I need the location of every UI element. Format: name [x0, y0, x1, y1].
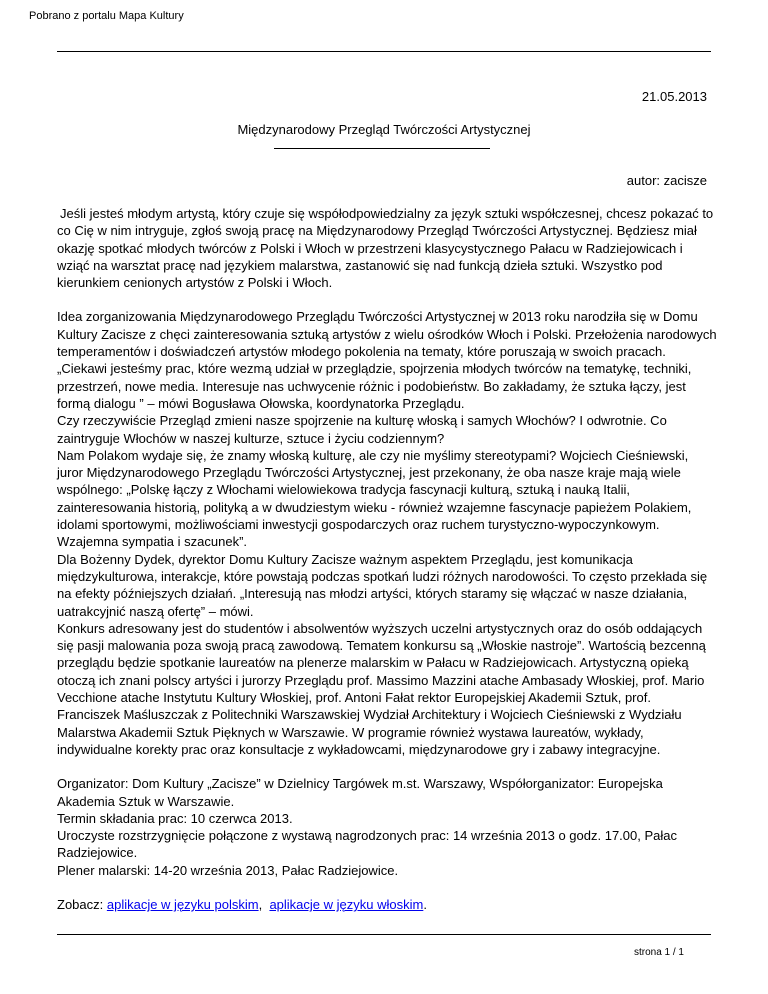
see-also-label: Zobacz:: [57, 896, 107, 912]
body-paragraph: Czy rzeczywiście Przegląd zmieni nasze spojrzenie na kulturę włoską i samych Włochów? I odwrotnie. Co zaintryguje Włochów w naszej kulturze, sztuce i życiu codziennym?: [57, 413, 667, 446]
body-paragraph: Konkurs adresowany jest do studentów i absolwentów wyższych uczelni artystycznych oraz do osób oddających się pasji malowania poza swoją pracą zawodową. Tematem konkursu są „Włoskie nastroje”. Wartością bezcenną przeglądu będzie spotkanie laureatów na plenerze malarskim w Pałacu w Radziejowicach. Artystyczną opieką otoczą ich znani polscy artyści i jurorzy Przeglądu prof. Massimo Mazzini atache Ambasady Włoskiej, prof. Mario Vecchione atache Instytutu Kultury Włoskiej, prof. Antoni Fałat rektor Europejskiej Akademii Sztuk, prof. Franciszek Maśluszczak z Politechniki Warszawskiej Wydział Architektury i Wojciech Cieśniewski z Wydziału Malarstwa Akademii Sztuk Pięknych w Warszawie. W programie również wystawa laureatów, wykłady, indywidualne korekty prac oraz konsultacje z wykładowcami, międzynarodowe gry i zabawy integracyjne.: [57, 620, 706, 757]
page-number: strona 1 / 1: [633, 947, 684, 958]
article-author: autor: zacisze: [626, 173, 707, 188]
see-also: [57, 896, 717, 913]
footer-divider: [57, 934, 711, 935]
event-details: [57, 775, 717, 879]
body-paragraph: Nam Polakom wydaje się, że znamy włoską kulturę, ale czy nie myślimy stereotypami? Wojciech Cieśniewski, juror Międzynarodowego Przeglądu Twórczości Artystycznej, jest przekonany, że oba nasze kraje mają wiele wspólnego: „Polskę łączy z Włochami wielowiekowa tradycja fascynacji kulturą, sztuką i nauką Italii, zainteresowania historią, polityką a w dwudziestym wieku - również wzajemne fascynacje papieżem Polakiem, idolami sportowymi, możliwościami inwestycji gospodarczych oraz ruchem turystyczno-wypoczynkowym. Wzajemna sympatia i szacunek”.: [57, 447, 692, 550]
header-divider: [57, 51, 711, 52]
body-paragraph: Idea zorganizowania Międzynarodowego Przeglądu Twórczości Artystycznej w 2013 roku narodziła się w Domu Kultury Zacisze z chęci zainteresowania sztuką artystów z wielu ośrodków Włoch i Polski. Przełożenia narodowych temperamentów i doświadczeń artystów młodego pokolenia na tematy, które poruszają w swoich pracach.: [57, 309, 717, 360]
deadline-info: Termin składania prac: 10 czerwca 2013.: [57, 810, 293, 826]
body-paragraph: Dla Bożenny Dydek, dyrektor Domu Kultury Zacisze ważnym aspektem Przeglądu, jest komunikacja międzykulturowa, interakcje, które powstają podczas spotkań ludzi różnych narodowości. To często przekłada się na efekty późniejszych działań. „Interesują nas młodzi artyści, których staramy się włączać w nasze działania, uatrakcyjnić naszą ofertę” – mówi.: [57, 551, 708, 619]
link-application-italian[interactable]: aplikacje w języku włoskim: [269, 896, 424, 912]
article-content: [57, 205, 717, 913]
link-application-polish[interactable]: aplikacje w języku polskim: [106, 896, 259, 912]
links-separator: ,: [258, 896, 270, 912]
title-underline: [274, 148, 490, 149]
organizer-info: Organizator: Dom Kultury „Zacisze” w Dzielnicy Targówek m.st. Warszawy, Współorganizator: Europejska Akademia Sztuk w Warszawie.: [57, 776, 663, 809]
publish-date: 21.05.2013: [641, 89, 707, 104]
article-title: Międzynarodowy Przegląd Twórczości Artystycznej: [237, 122, 531, 137]
plein-air-info: Plener malarski: 14-20 września 2013, Pałac Radziejowice.: [57, 862, 399, 878]
intro-paragraph: Jeśli jesteś młodym artystą, który czuje się współodpowiedzialny za język sztuki współczesnej, chcesz pokazać to co Cię w nim intryguje, zgłoś swoją pracę na Międzynarodowy Przegląd Twórczości Artystycznej. Będziesz miał okazję spotkać młodych twórców z Polski i Włoch w przestrzeni klasycystycznego Pałacu w Radziejowicach i wziąć na warsztat pracę nad językiem malarstwa, zastanowić się nad funkcją dzieła sztuki. Wszystko pod kierunkiem cenionych artystów z Polski i Włoch.: [57, 206, 714, 291]
page-source-header: Pobrano z portalu Mapa Kultury: [29, 10, 184, 22]
ceremony-info: Uroczyste rozstrzygnięcie połączone z wystawą nagrodzonych prac: 14 września 2013 o godz. 17.00, Pałac Radziejowice.: [57, 828, 677, 861]
article-body: [57, 308, 717, 758]
links-end: .: [423, 896, 427, 912]
body-paragraph: „Ciekawi jesteśmy prac, które wezmą udział w przeglądzie, spojrzenia młodych twórców na tematykę, techniki, przestrzeń, nowe media. Interesuje nas uchwycenie różnic i podobieństw. Bo zakładamy, że sztuka łączy, jest formą dialogu ” – mówi Bogusława Ołowska, koordynatorka Przeglądu.: [57, 361, 692, 411]
